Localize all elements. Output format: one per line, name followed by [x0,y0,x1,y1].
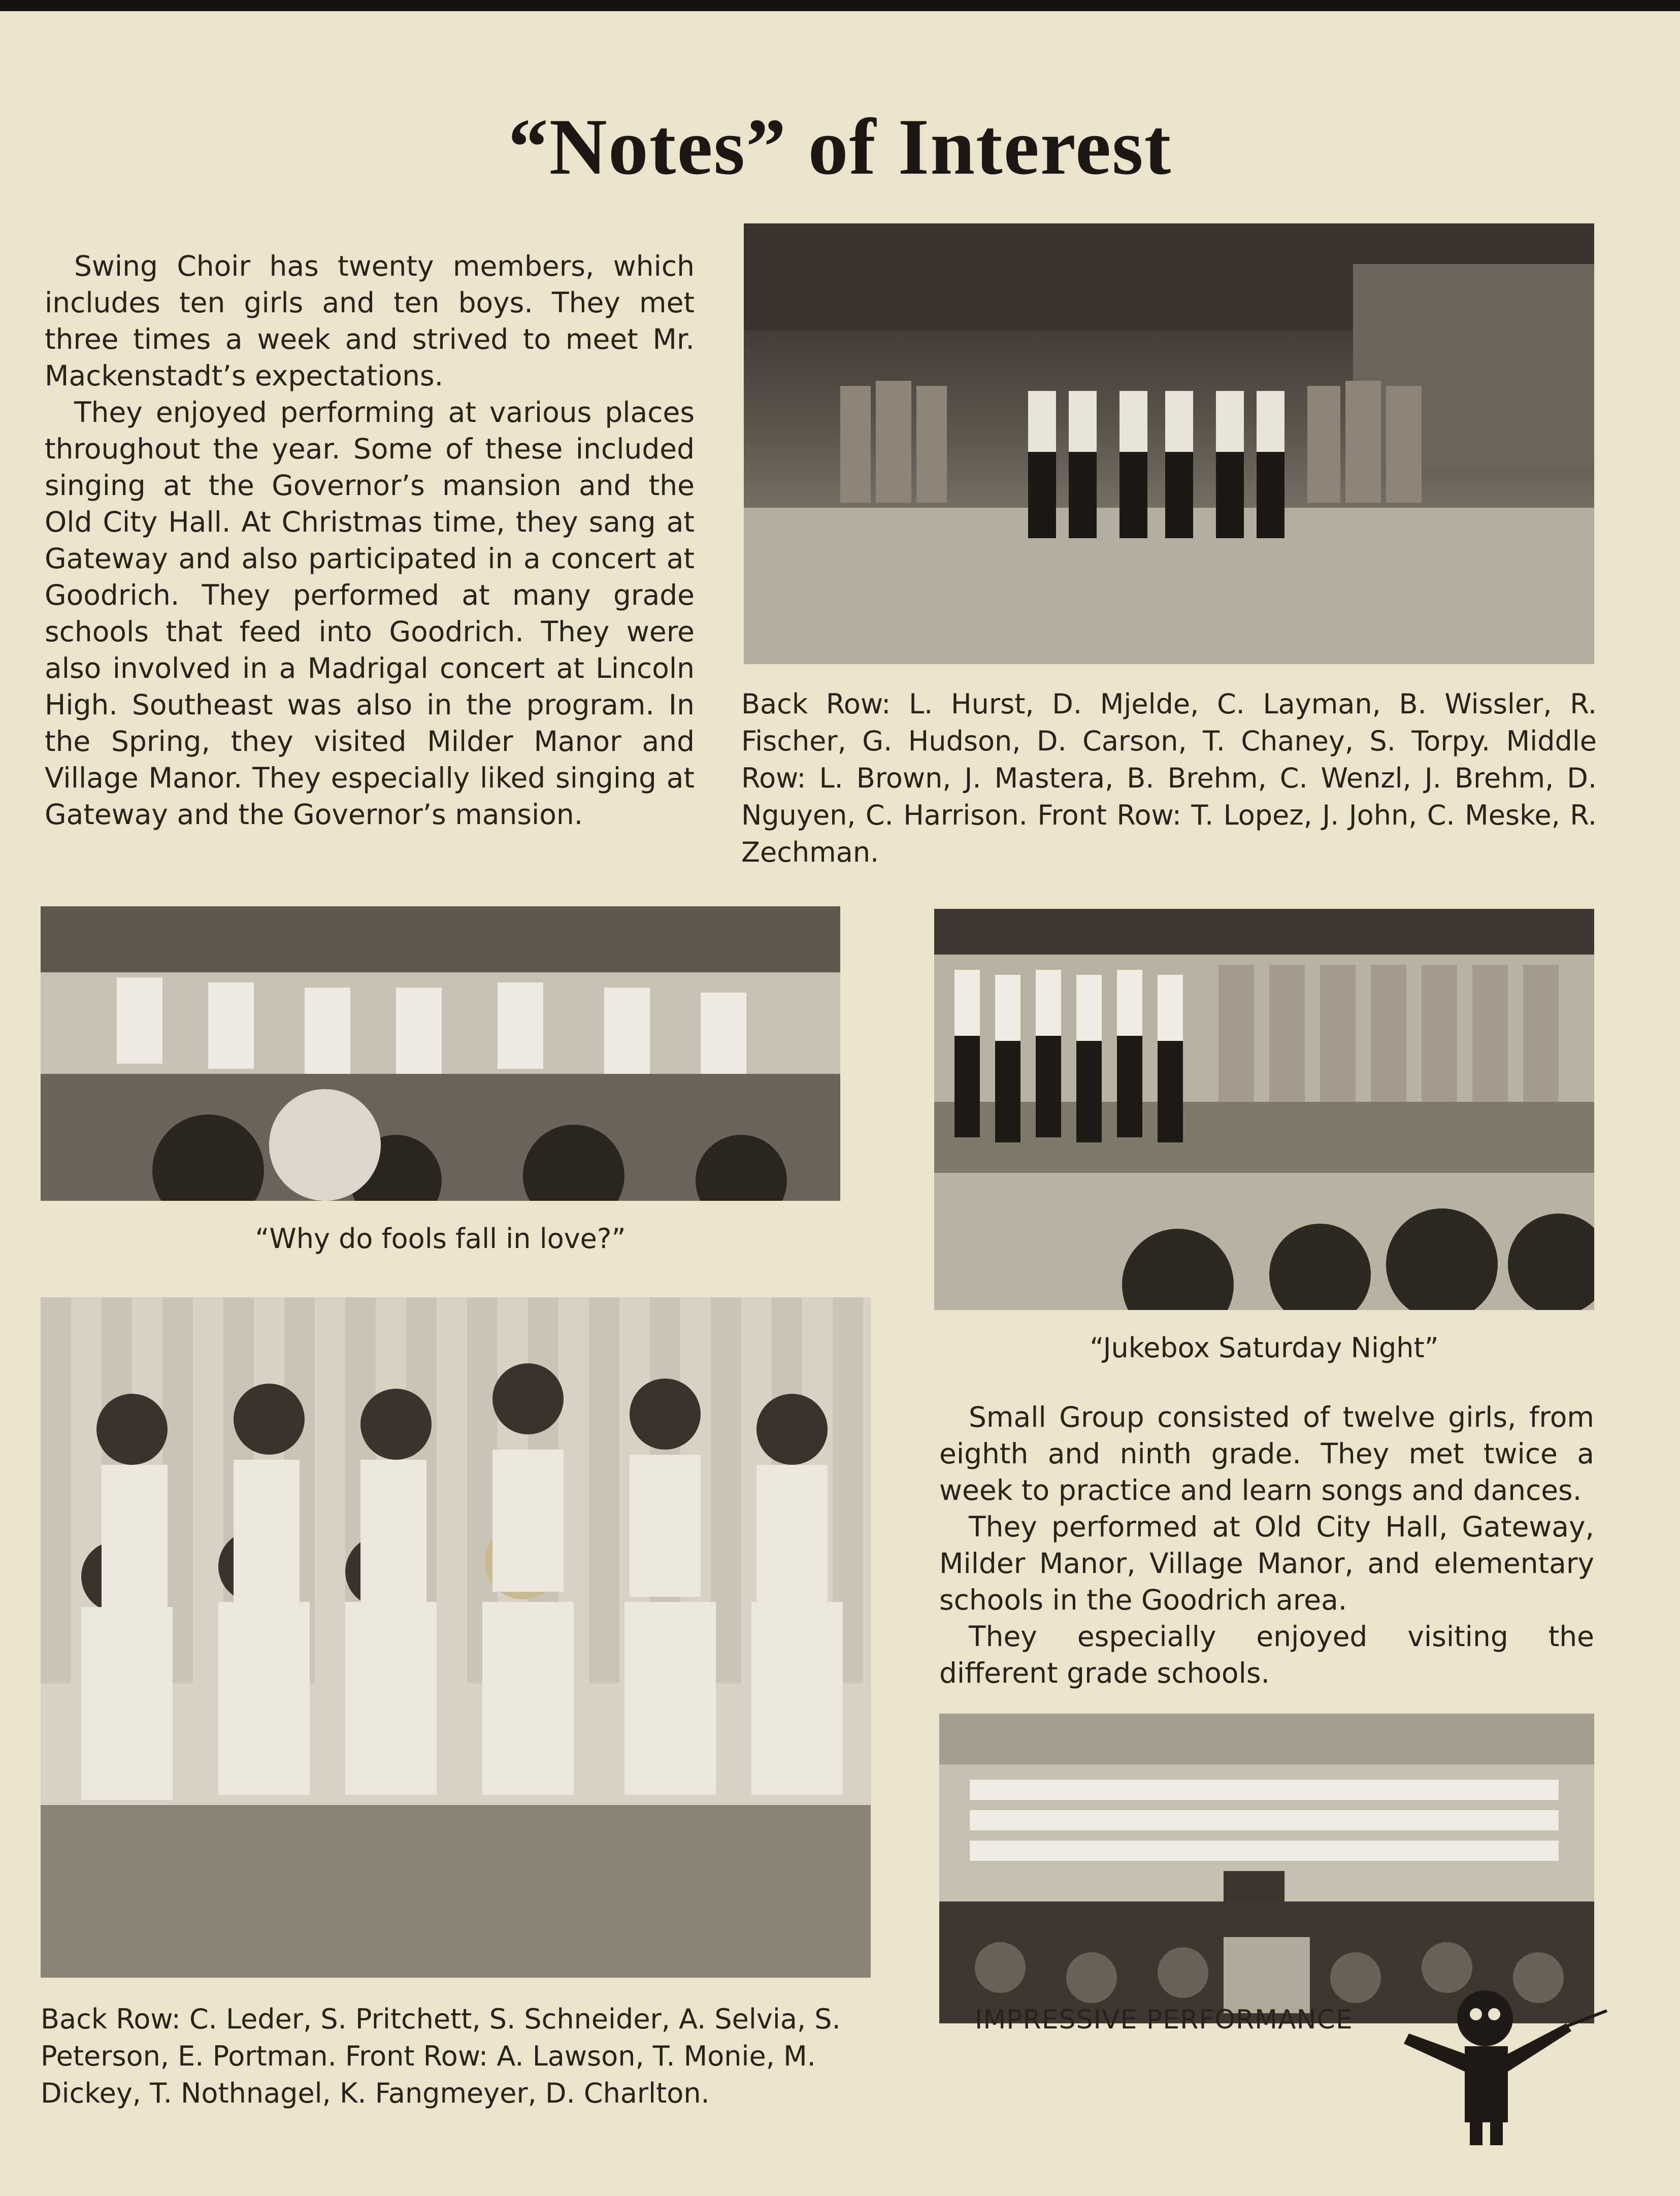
swing-choir-photo-caption: Back Row: L. Hurst, D. Mjelde, C. Layman, B. Wissler, R. Fischer, G. Hudson, D. Carson, T. Chaney, S. Torpy. Middle Row: L. Brown, J. Mastera, B. Brehm, C. Wenzl, J. Brehm, D. Nguyen, C. Harrison. Front Row: T. Lopez, J. John, C. Meske, R. Zechman. [741,688,1597,868]
small-group-paragraph-1: Small Group consisted of twelve girls, from eighth and ninth grade. They met twice a week to practice and learn songs and dances. [939,1401,1594,1506]
page-top-border [0,0,1680,11]
small-group-paragraph-2: They performed at Old City Hall, Gateway, Milder Manor, Village Manor, and elementary schools in the Goodrich area. [939,1511,1594,1616]
swing-choir-paragraph-1: Swing Choir has twenty members, which includes ten girls and ten boys. They met three times a week and strived to meet Mr. Mackenstadt’s expectations. [45,250,695,392]
jukebox-photo-caption: “Jukebox Saturday Night” [1090,1332,1439,1364]
small-group-text [939,1399,1594,1691]
small-group-photo-caption: Back Row: C. Leder, S. Pritchett, S. Schneider, A. Selvia, S. Peterson, E. Portman. Front Row: A. Lawson, T. Monie, M. Dickey, T. Nothnagel, K. Fangmeyer, D. Charlton. [41,2003,841,2109]
conductor-mascot-icon [1389,1983,1612,2150]
dance-photo-caption: “Why do fools fall in love?” [255,1223,626,1255]
small-group-paragraph-3: They especially enjoyed visiting the different grade schools. [939,1620,1594,1689]
jukebox-photo [934,909,1594,1310]
performance-photo-caption: IMPRESSIVE PERFORMANCE [975,2005,1353,2035]
swing-choir-text [45,248,695,833]
performance-photo [939,1714,1594,2023]
swing-choir-photo [744,223,1594,664]
swing-choir-paragraph-2: They enjoyed performing at various places throughout the year. Some of these included singing at the Governor’s mansion and the Old City Hall. At Christmas time, they sang at Gateway and also participated in a concert at Goodrich. They performed at many grade schools that feed into Goodrich. They were also involved in a Madrigal concert at Lincoln High. Southeast was also in the program. In the Spring, they visited Milder Manor and Village Manor. They especially liked singing at Gateway and the Governor’s mansion. [45,396,695,831]
page-title: “Notes” of Interest [508,103,1172,191]
small-group-photo [41,1297,871,1978]
dance-photo [41,906,840,1201]
